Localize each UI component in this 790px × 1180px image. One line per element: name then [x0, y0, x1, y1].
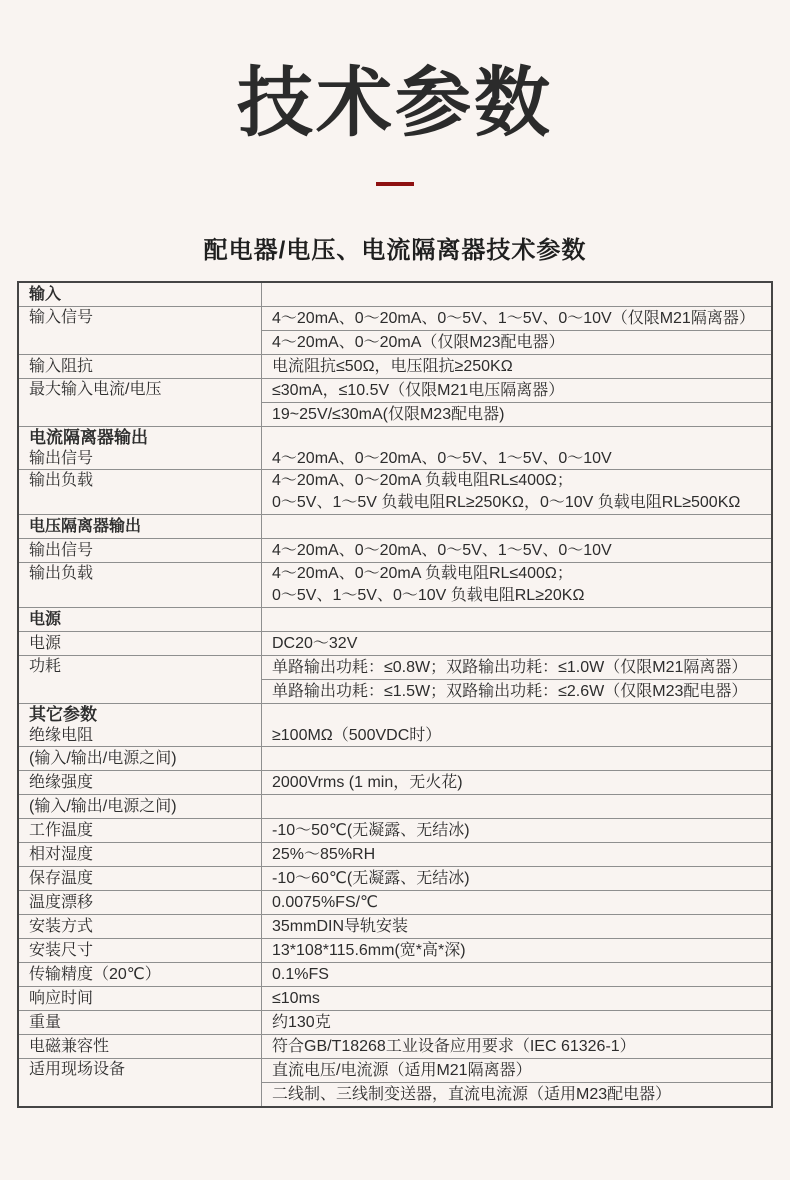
row-value — [262, 746, 773, 770]
row-label: 输出信号 — [18, 538, 262, 562]
row-value — [262, 282, 773, 307]
row-label: (输入/输出/电源之间) — [18, 746, 262, 770]
table-row — [18, 962, 772, 986]
row-label: 电流隔离器输出 输出信号 — [18, 426, 262, 469]
table-row — [18, 354, 772, 378]
row-value: 二线制、三线制变送器，直流电流源（适用M23配电器） — [262, 1082, 773, 1107]
table-row — [18, 746, 772, 770]
row-label: 安装尺寸 — [18, 938, 262, 962]
section-title: 其它参数 — [29, 704, 97, 724]
row-label: 安装方式 — [18, 914, 262, 938]
row-label: 输出负载 — [18, 469, 262, 514]
spec-table — [17, 281, 773, 1108]
row-value: 2000Vrms (1 min，无火花) — [262, 770, 773, 794]
row-label: 电磁兼容性 — [18, 1034, 262, 1058]
row-value: 4～20mA、0～20mA（仅限M23配电器） — [262, 330, 773, 354]
page-title: 技术参数 — [237, 61, 553, 146]
table-row — [18, 770, 772, 794]
table-row — [18, 1058, 772, 1082]
table-row — [18, 818, 772, 842]
table-row — [18, 914, 772, 938]
table-row — [18, 703, 772, 746]
row-value: -10～60℃(无凝露、无结冰) — [262, 866, 773, 890]
title-divider — [376, 182, 414, 186]
section-title: 电压隔离器输出 — [18, 514, 262, 538]
row-value: 13*108*115.6mm(宽*高*深) — [262, 938, 773, 962]
table-row — [18, 794, 772, 818]
row-value: 直流电压/电流源（适用M21隔离器） — [262, 1058, 773, 1082]
row-label: 传输精度（20℃） — [18, 962, 262, 986]
table-row — [18, 986, 772, 1010]
row-label: 其它参数 绝缘电阻 — [18, 703, 262, 746]
row-label: 重量 — [18, 1010, 262, 1034]
table-row — [18, 469, 772, 514]
table-row — [18, 562, 772, 607]
row-value: 35mmDIN导轨安装 — [262, 914, 773, 938]
table-caption: 配电器/电压、电流隔离器技术参数 — [203, 236, 587, 264]
table-row — [18, 1010, 772, 1034]
table-row — [18, 514, 772, 538]
row-value — [262, 794, 773, 818]
page — [0, 61, 790, 1108]
row-value: 约130克 — [262, 1010, 773, 1034]
row-label: 保存温度 — [18, 866, 262, 890]
row-value: 4～20mA、0～20mA、0～5V、1～5V、0～10V — [262, 538, 773, 562]
table-row — [18, 282, 772, 307]
row-value: 4～20mA、0～20mA、0～5V、1～5V、0～10V — [262, 426, 773, 469]
table-row — [18, 938, 772, 962]
table-row — [18, 655, 772, 679]
row-label: 响应时间 — [18, 986, 262, 1010]
table-row — [18, 378, 772, 402]
table-row — [18, 866, 772, 890]
row-value: ≥100MΩ（500VDC时） — [262, 703, 773, 746]
table-row — [18, 842, 772, 866]
row-value: 电流阻抗≤50Ω，电压阻抗≥250KΩ — [262, 354, 773, 378]
row-value: DC20～32V — [262, 631, 773, 655]
row-label: 工作温度 — [18, 818, 262, 842]
row-value: 4～20mA、0～20mA 负载电阻RL≤400Ω； 0～5V、1～5V 负载电阻RL≥250KΩ，0～10V 负载电阻RL≥500KΩ — [262, 469, 773, 514]
table-row — [18, 306, 772, 330]
row-value: 0.0075%FS/℃ — [262, 890, 773, 914]
row-value: 4～20mA、0～20mA、0～5V、1～5V、0～10V（仅限M21隔离器） — [262, 306, 773, 330]
row-label: 输入信号 — [18, 306, 262, 354]
table-row — [18, 1034, 772, 1058]
row-value — [262, 514, 773, 538]
section-title: 电源 — [18, 607, 262, 631]
spec-table-body — [18, 282, 772, 1107]
row-label: 最大输入电流/电压 — [18, 378, 262, 426]
row-value: 19~25V/≤30mA(仅限M23配电器) — [262, 402, 773, 426]
row-label: 相对湿度 — [18, 842, 262, 866]
row-value: 0.1%FS — [262, 962, 773, 986]
row-value: ≤30mA，≤10.5V（仅限M21电压隔离器） — [262, 378, 773, 402]
row-label: 输入阻抗 — [18, 354, 262, 378]
row-value: 4～20mA、0～20mA 负载电阻RL≤400Ω； 0～5V、1～5V、0～10V 负载电阻RL≥20KΩ — [262, 562, 773, 607]
table-row — [18, 607, 772, 631]
section-title: 输入 — [18, 282, 262, 307]
row-label: 输出负载 — [18, 562, 262, 607]
row-label: 电源 — [18, 631, 262, 655]
row-label: 适用现场设备 — [18, 1058, 262, 1107]
row-value: ≤10ms — [262, 986, 773, 1010]
row-label: 功耗 — [18, 655, 262, 703]
row-value: 单路输出功耗：≤1.5W；双路输出功耗：≤2.6W（仅限M23配电器） — [262, 679, 773, 703]
section-title: 电流隔离器输出 — [29, 427, 148, 447]
row-value: 25%～85%RH — [262, 842, 773, 866]
row-value: -10～50℃(无凝露、无结冰) — [262, 818, 773, 842]
row-value: 单路输出功耗：≤0.8W；双路输出功耗：≤1.0W（仅限M21隔离器） — [262, 655, 773, 679]
table-row — [18, 890, 772, 914]
table-row — [18, 631, 772, 655]
row-label: 温度漂移 — [18, 890, 262, 914]
row-value — [262, 607, 773, 631]
row-value: 符合GB/T18268工业设备应用要求（IEC 61326-1） — [262, 1034, 773, 1058]
table-row — [18, 426, 772, 469]
row-label: 绝缘强度 — [18, 770, 262, 794]
row-label: (输入/输出/电源之间) — [18, 794, 262, 818]
table-row — [18, 538, 772, 562]
